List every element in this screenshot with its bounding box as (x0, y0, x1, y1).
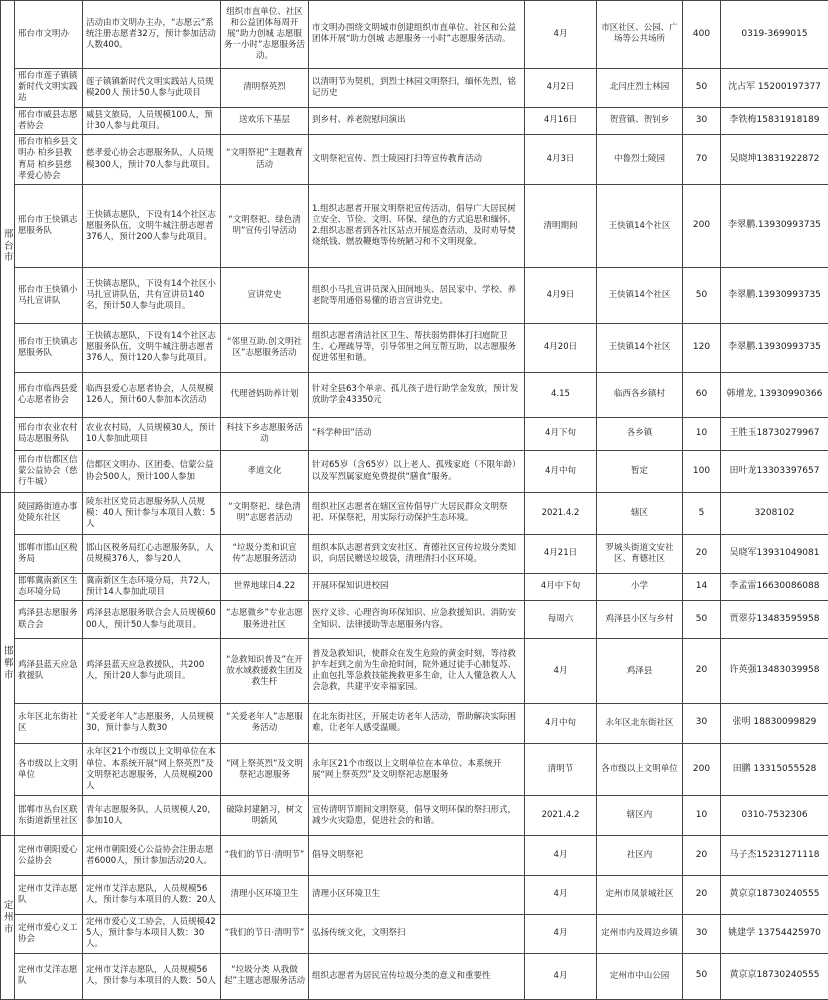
organizer-cell: 鸡泽县志愿服务联合会 (15, 600, 83, 639)
table-row (1, 372, 828, 417)
participants-cell: 30 (683, 914, 721, 953)
team-scale-cell: 定州市艾洋志愿队，人员规模56人，预计参与本项目的人数：50人 (83, 953, 221, 999)
location-cell: 市区社区、公园、广场等公共场所 (597, 1, 683, 69)
participants-cell: 200 (683, 185, 721, 268)
time-cell: 4.15 (525, 372, 597, 417)
activity-content-cell: 倡导文明祭祀 (309, 836, 525, 876)
activity-content-cell: 宣传清明节期间文明祭莫，倡导文明环保的祭扫形式，减少火灾隐患，促进社会的和谐。 (309, 796, 525, 836)
time-cell: 4月中旬 (525, 703, 597, 743)
participants-cell: 50 (683, 953, 721, 999)
time-cell: 4月 (525, 639, 597, 704)
time-cell: 4月 (525, 914, 597, 953)
contact-cell: 3208102 (721, 493, 828, 535)
project-name-cell: “垃圾分类 从我做起”主题志愿服务活动 (221, 953, 309, 999)
project-name-cell: 科技下乡志愿服务活动 (221, 417, 309, 450)
location-cell: 王快镇14个社区 (597, 185, 683, 268)
participants-cell: 14 (683, 573, 721, 600)
contact-cell: 吴晓军13931049081 (721, 534, 828, 573)
contact-cell: 马子杰15231271118 (721, 836, 828, 876)
project-name-cell: 破除封建陋习，树文明新风 (221, 796, 309, 836)
participants-cell: 400 (683, 1, 721, 69)
participants-cell: 10 (683, 417, 721, 450)
table-row (1, 600, 828, 639)
contact-cell: 许英强13483039958 (721, 639, 828, 704)
project-name-cell: “文明祭祀、绿色清明”志愿者活动 (221, 493, 309, 535)
table-row (1, 796, 828, 836)
location-cell: 永年区北东街社区 (597, 703, 683, 743)
team-scale-cell: 王快镇志愿队，下设有14个社区志愿服务队伍，文明牛城注册志愿者376人，预计200人参与此项目。 (83, 185, 221, 268)
organizer-cell: 邢台市王快镇志愿服务队 (15, 185, 83, 268)
project-name-cell: 孝道文化 (221, 451, 309, 493)
location-cell: 贺营镇、贺钊乡 (597, 107, 683, 134)
team-scale-cell: 信都区文明办、区团委、信蒙公益协会500人，预计100人参加 (83, 451, 221, 493)
contact-cell: 李翠鹏.13930993735 (721, 324, 828, 372)
participants-cell: 20 (683, 639, 721, 704)
project-name-cell: “文明祭祀”主题教育活动 (221, 134, 309, 185)
location-cell: 定州市内及周边乡镇 (597, 914, 683, 953)
location-cell: 定州市凤景城社区 (597, 876, 683, 915)
project-name-cell: “文明祭祀、绿色清明”宣传引导活动 (221, 185, 309, 268)
project-name-cell: “垃圾分类和识宣传”志愿服务活动 (221, 534, 309, 573)
participants-cell: 50 (683, 68, 721, 107)
time-cell: 2021.4.2 (525, 493, 597, 535)
project-name-cell: 宣讲党史 (221, 268, 309, 324)
team-scale-cell: 定州市艾洋志愿队，人员规模56人，预计参与本项目的人数：20人 (83, 876, 221, 915)
location-cell: 鸡泽县 (597, 639, 683, 704)
contact-cell: 贾翠芬13483595958 (721, 600, 828, 639)
team-scale-cell: 莲子镇镇新时代文明实践站人员规模200人 预计50人参与此项目 (83, 68, 221, 107)
activity-content-cell: 在北东街社区，开展走访老年人活动，帮助解决实际困难，让老年人感受温暖。 (309, 703, 525, 743)
team-scale-cell: 定州市朝阳爱心公益协会注册志愿者6000人，预计参加活动20人。 (83, 836, 221, 876)
time-cell: 清明节 (525, 743, 597, 796)
team-scale-cell: 威县文旅局，人员规模100人，预计30人参与此项目。 (83, 107, 221, 134)
team-scale-cell: 陵东社区党员志愿服务队人员规模：40人 预计参与本项目人数：5人 (83, 493, 221, 535)
table-row (1, 534, 828, 573)
city-cell (1, 1, 15, 493)
table-row (1, 324, 828, 372)
table-row (1, 914, 828, 953)
project-name-cell: “我们的节日·清明节” (221, 914, 309, 953)
participants-cell: 70 (683, 134, 721, 185)
activity-content-cell: 市文明办围绕文明城市创建组织市直单位、社区和公益团体开展“助力创城 志愿服务一小时”志愿服务活动。 (309, 1, 525, 69)
table-row (1, 68, 828, 107)
organizer-cell: 陵园路街道办事处陵东社区 (15, 493, 83, 535)
project-name-cell: “关爱老年人”志愿服务活动 (221, 703, 309, 743)
time-cell: 4月 (525, 953, 597, 999)
activity-content-cell: 组织本队志愿者到文安社区、育德社区宣传垃圾分类知识，向居民赠送垃圾袋，清理清扫小区环境。 (309, 534, 525, 573)
table-row (1, 451, 828, 493)
time-cell: 4月3日 (525, 134, 597, 185)
time-cell: 4月2日 (525, 68, 597, 107)
participants-cell: 20 (683, 534, 721, 573)
organizer-cell: 邢台市农业农村局志愿服务队 (15, 417, 83, 450)
organizer-cell: 邢台市威县志愿者协会 (15, 107, 83, 134)
project-name-cell: 代理爸妈助养计划 (221, 372, 309, 417)
location-cell: 暂定 (597, 451, 683, 493)
project-name-cell: 世界地球日4.22 (221, 573, 309, 600)
contact-cell: 李孟雷16630086088 (721, 573, 828, 600)
team-scale-cell: 鸡泽县蓝天应急救援队，共200人，预计20人参与此项目。 (83, 639, 221, 704)
organizer-cell: 鸡泽县蓝天应急救援队 (15, 639, 83, 704)
contact-cell: 王胜玉18730279967 (721, 417, 828, 450)
time-cell: 4月 (525, 1, 597, 69)
table-row (1, 876, 828, 915)
team-scale-cell: 青年志愿服务队，人员规模人20，参加10人 (83, 796, 221, 836)
table-row (1, 134, 828, 185)
table-row (1, 836, 828, 876)
organizer-cell: 定州市爱心义工协会 (15, 914, 83, 953)
activity-content-cell: 针对全县63个单亲、孤儿孩子进行助学金发放，预计发放助学金43350元 (309, 372, 525, 417)
location-cell: 小学 (597, 573, 683, 600)
organizer-cell: 定州市朝阳爱心公益协会 (15, 836, 83, 876)
participants-cell: 20 (683, 836, 721, 876)
activity-content-cell: 组织社区志愿者在辖区宣传倡导广大居民群众文明祭祀、环保祭祀，用实际行动保护生态环境。 (309, 493, 525, 535)
table-row (1, 703, 828, 743)
activity-content-cell: 医疗义诊、心理咨询环保知识、应急救援知识、消防安全知识、法律援助等志愿服务内容。 (309, 600, 525, 639)
activity-content-cell: 组织志愿者清洁社区卫生、帮扶弱势群体打扫庭院卫生、心理疏导等，引导邻里之间互帮互助，以志愿服务促进邻里和谐。 (309, 324, 525, 372)
project-name-cell: 组织市直单位、社区和公益团体每周开展“助力创城 志愿服务一小时”志愿服务活动。 (221, 1, 309, 69)
contact-cell: 沈占军 15200197377 (721, 68, 828, 107)
activity-content-cell: 针对65岁（含65岁）以上老人、孤残家庭（不限年龄）以及军烈属家庭免费提供“膳食”服务。 (309, 451, 525, 493)
time-cell: 2021.4.2 (525, 796, 597, 836)
organizer-cell: 邢台市王快镇小马扎宣讲队 (15, 268, 83, 324)
project-name-cell: “我们的节日·清明节” (221, 836, 309, 876)
team-scale-cell: 永年区21个市级以上文明单位在本单位、本系统开展“网上祭英烈”及文明祭祀志愿服务，人员规模200人 (83, 743, 221, 796)
participants-cell: 20 (683, 876, 721, 915)
location-cell: 各市级以上文明单位 (597, 743, 683, 796)
contact-cell: 田叶龙13303397657 (721, 451, 828, 493)
team-scale-cell: 王快镇志愿队，下设有14个社区志愿服务队伍，文明牛城注册志愿者376人，预计120人参与此项目。 (83, 324, 221, 372)
organizer-cell: 邢台市文明办 (15, 1, 83, 69)
location-cell: 中鲁烈士陵园 (597, 134, 683, 185)
location-cell: 辖区内 (597, 796, 683, 836)
participants-cell: 10 (683, 796, 721, 836)
contact-cell: 姚建学 13754425970 (721, 914, 828, 953)
team-scale-cell: 临西县爱心志愿者协会，人员规模126人，预计60人参加本次活动 (83, 372, 221, 417)
participants-cell: 30 (683, 703, 721, 743)
project-name-cell: 清理小区环境卫生 (221, 876, 309, 915)
time-cell: 4月21日 (525, 534, 597, 573)
table-row (1, 107, 828, 134)
activity-content-cell: 到乡村、养老院慰问演出 (309, 107, 525, 134)
organizer-cell: 邯郸市邯山区税务局 (15, 534, 83, 573)
location-cell: 北闫庄烈士林园 (597, 68, 683, 107)
activity-content-cell: 组织小马扎宣讲员深入田间地头、居民家中、学校、养老院等用通俗易懂的语言宣讲党史。 (309, 268, 525, 324)
participants-cell: 100 (683, 451, 721, 493)
location-cell: 鸡泽县小区与乡村 (597, 600, 683, 639)
contact-cell: 0310-7532306 (721, 796, 828, 836)
time-cell: 4月 (525, 836, 597, 876)
table-row (1, 953, 828, 999)
team-scale-cell: 定州市爱心义工协会，人员规模425人，预计参与本项目人数：30人。 (83, 914, 221, 953)
table-row (1, 185, 828, 268)
organizer-cell: 各市级以上文明单位 (15, 743, 83, 796)
location-cell: 临西各乡镇村 (597, 372, 683, 417)
contact-cell: 李铁梅15831918189 (721, 107, 828, 134)
team-scale-cell: “关爱老年人”志愿服务，人员规模30，预计参与人数30 (83, 703, 221, 743)
team-scale-cell: 邯山区税务局红心志愿服务队，人员规模376人，参与20人 (83, 534, 221, 573)
team-scale-cell: 王快镇志愿队，下设有14个社区小马扎宣讲队伍，共有宣讲员140名，预计50人参与此项目。 (83, 268, 221, 324)
city-cell (1, 836, 15, 1000)
project-name-cell: 送欢乐下基层 (221, 107, 309, 134)
location-cell: 罗城头街道文安社区、育德社区 (597, 534, 683, 573)
time-cell: 4月9日 (525, 268, 597, 324)
time-cell: 清明期间 (525, 185, 597, 268)
activity-content-cell: 以清明节为契机，到烈士林园文明祭扫，缅怀先烈，铭记历史 (309, 68, 525, 107)
organizer-cell: 定州市艾洋志愿队 (15, 876, 83, 915)
organizer-cell: 定州市艾洋志愿队 (15, 953, 83, 999)
contact-cell: 吴晓坤13831922872 (721, 134, 828, 185)
time-cell: 4月 (525, 876, 597, 915)
time-cell: 4月中下旬 (525, 573, 597, 600)
participants-cell: 120 (683, 324, 721, 372)
activity-content-cell: 1.组织志愿者开展文明祭祀宣传活动，倡导广大居民树立安全、节俭、文明、环保、绿色的方式追思和缅怀。2.组织志愿者到各社区站点开展巡查活动，及时劝导焚烧纸钱、燃放鞭炮等传统陋习和不文明现象。 (309, 185, 525, 268)
table-row (1, 493, 828, 535)
organizer-cell: 邢台市王快镇志愿服务队 (15, 324, 83, 372)
team-scale-cell: 鸡泽县志愿服务联合会人员规模6000人，预计50人参与此项目。 (83, 600, 221, 639)
contact-cell: 黄京京18730240555 (721, 953, 828, 999)
team-scale-cell: 冀南新区生态环境分局，共72人，预计14人参加此项目 (83, 573, 221, 600)
location-cell: 定州市中山公园 (597, 953, 683, 999)
activity-content-cell: 文明祭祀宣传、烈士陵园打扫等宣传教育活动 (309, 134, 525, 185)
contact-cell: 张明 18830099829 (721, 703, 828, 743)
participants-cell: 30 (683, 107, 721, 134)
location-cell: 王快镇14个社区 (597, 268, 683, 324)
location-cell: 辖区 (597, 493, 683, 535)
table-row (1, 268, 828, 324)
organizer-cell: 邯郸市丛台区联东街道新里社区 (15, 796, 83, 836)
contact-cell: 李翠鹏.13930993735 (721, 268, 828, 324)
time-cell: 4月下旬 (525, 417, 597, 450)
activity-content-cell: 开展环保知识进校园 (309, 573, 525, 600)
activity-content-cell: 永年区21个市级以上文明单位在本单位、本系统开展“网上祭英烈”及文明祭祀志愿服务 (309, 743, 525, 796)
location-cell: 社区内 (597, 836, 683, 876)
city-label: 邯郸市 (4, 646, 14, 682)
activity-content-cell: 弘扬传统文化，文明祭扫 (309, 914, 525, 953)
project-name-cell: “邻里互助.创文明社区”志愿服务活动 (221, 324, 309, 372)
city-label: 定州市 (4, 899, 14, 935)
activity-content-cell: 普及急救知识，使群众在发生危险的黄金时刻，等待救护车赶到之前为生命抢时间，院外通过徒手心肺复苏、止血包扎等急救技能挽救更多生命，让人人懂急救人人会急救，共建平安幸福家园。 (309, 639, 525, 704)
organizer-cell: 永年区北东街社区 (15, 703, 83, 743)
organizer-cell: 邢台市莲子镇镇新时代文明实践站 (15, 68, 83, 107)
contact-cell: 李翠鹏.13930993735 (721, 185, 828, 268)
time-cell: 4月16日 (525, 107, 597, 134)
table-row (1, 743, 828, 796)
table-row (1, 417, 828, 450)
time-cell: 4月20日 (525, 324, 597, 372)
project-name-cell: “网上祭英烈”及文明祭祀志愿服务 (221, 743, 309, 796)
team-scale-cell: 活动由市文明办主办，“志愿云”系统注册志愿者32万，预计参加活动人数400。 (83, 1, 221, 69)
contact-cell: 田鹏 13315055528 (721, 743, 828, 796)
table-row (1, 1, 828, 69)
project-name-cell: “急救知识普及”在开放水域救援救生团及救生杆 (221, 639, 309, 704)
activity-content-cell: 组织志愿者为居民宣传垃圾分类的意义和重要性 (309, 953, 525, 999)
table-row (1, 639, 828, 704)
contact-cell: 0319-3699015 (721, 1, 828, 69)
participants-cell: 50 (683, 600, 721, 639)
time-cell: 每周六 (525, 600, 597, 639)
organizer-cell: 邢台市柏乡县文明办 柏乡县教育局 柏乡县慈孝爱心协会 (15, 134, 83, 185)
activity-content-cell: “科学种田”活动 (309, 417, 525, 450)
table-row (1, 573, 828, 600)
participants-cell: 5 (683, 493, 721, 535)
team-scale-cell: 慈孝爱心协会志愿服务队，人员规模300人，预计70人参与此项目。 (83, 134, 221, 185)
location-cell: 各乡镇 (597, 417, 683, 450)
contact-cell: 黄京京18730240555 (721, 876, 828, 915)
participants-cell: 200 (683, 743, 721, 796)
city-cell (1, 493, 15, 836)
team-scale-cell: 农业农村局，人员规模30人，预计10人参加此项目 (83, 417, 221, 450)
activity-content-cell: 清理小区环境卫生 (309, 876, 525, 915)
organizer-cell: 邢台市临西县爱心志愿者协会 (15, 372, 83, 417)
organizer-cell: 邢台市信都区信蒙公益协会（慈行牛城） (15, 451, 83, 493)
city-label: 邢台市 (4, 228, 14, 264)
organizer-cell: 邯郸冀南新区生态环境分局 (15, 573, 83, 600)
contact-cell: 韩增龙, 13930990366 (721, 372, 828, 417)
location-cell: 王快镇14个社区 (597, 324, 683, 372)
participants-cell: 60 (683, 372, 721, 417)
project-name-cell: “志愿微乡”专业志愿服务进社区 (221, 600, 309, 639)
project-name-cell: 清明祭英烈 (221, 68, 309, 107)
participants-cell: 50 (683, 268, 721, 324)
time-cell: 4月中旬 (525, 451, 597, 493)
